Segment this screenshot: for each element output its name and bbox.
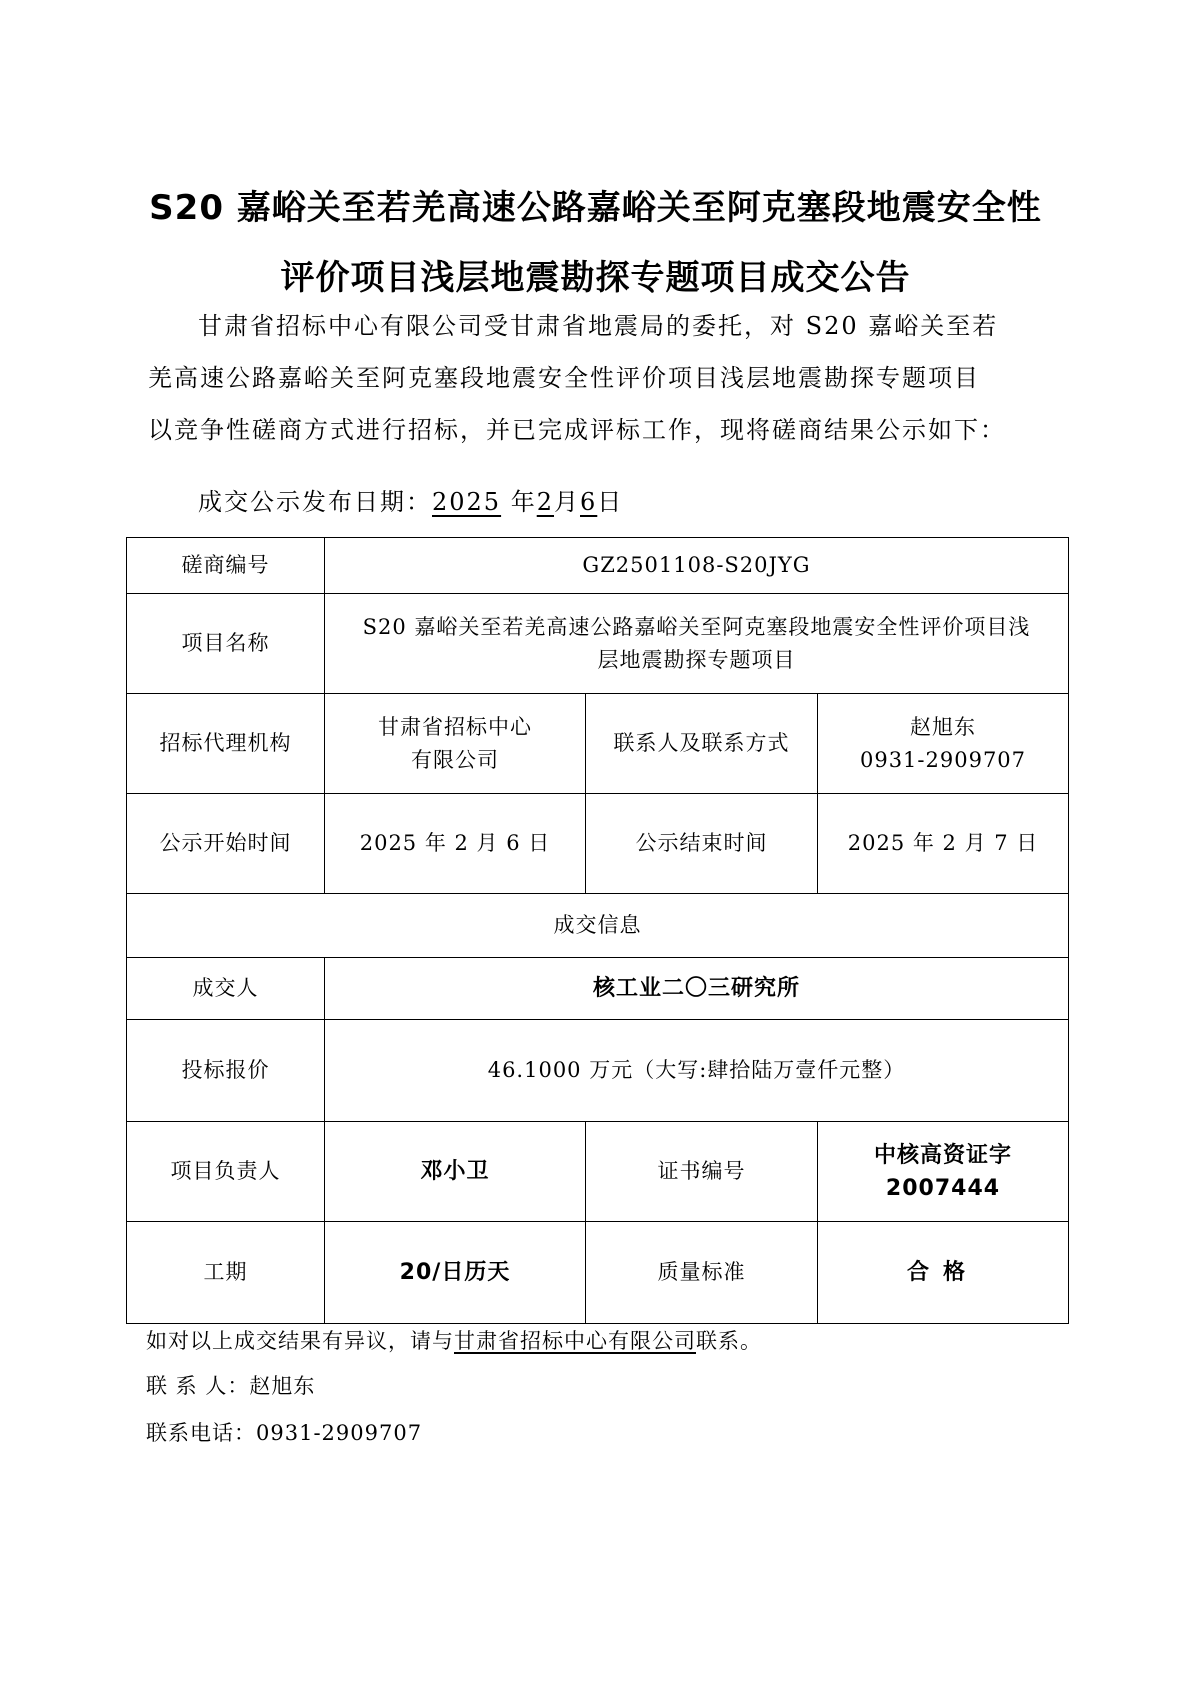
start-time-label: 公示开始时间 bbox=[127, 794, 325, 894]
contact-phone: 0931-2909707 bbox=[859, 747, 1027, 772]
table-row bbox=[127, 894, 1069, 958]
quality-value: 合格 bbox=[818, 1222, 1069, 1324]
intro-line-2: 羌高速公路嘉峪关至阿克塞段地震安全性评价项目浅层地震勘探专题项目 bbox=[148, 364, 980, 392]
quality-label: 质量标准 bbox=[586, 1222, 818, 1324]
contact-value bbox=[818, 694, 1069, 794]
table-row bbox=[127, 1122, 1069, 1222]
contact-name: 赵旭东 bbox=[910, 714, 976, 739]
publish-month-unit: 月 bbox=[554, 488, 580, 516]
table-row bbox=[127, 538, 1069, 594]
winner-label: 成交人 bbox=[127, 958, 325, 1020]
bid-label: 投标报价 bbox=[127, 1020, 325, 1122]
intro-line-3: 以竞争性磋商方式进行招标，并已完成评标工作，现将磋商结果公示如下： bbox=[148, 416, 1006, 444]
publish-date-label: 成交公示发布日期： bbox=[198, 488, 432, 516]
period-label: 工期 bbox=[127, 1222, 325, 1324]
bid-value: 46.1000 万元（大写:肆拾陆万壹仟元整） bbox=[325, 1020, 1069, 1122]
table-row bbox=[127, 1222, 1069, 1324]
publish-year-unit: 年 bbox=[510, 488, 537, 516]
contact-label: 联系人及联系方式 bbox=[586, 694, 818, 794]
footer-phone-label: 联系电话： bbox=[146, 1421, 256, 1445]
end-time-label: 公示结束时间 bbox=[586, 794, 818, 894]
project-name-value bbox=[325, 594, 1069, 694]
cert-line-2: 2007444 bbox=[885, 1175, 1001, 1201]
result-table bbox=[126, 537, 1069, 1324]
cert-line-1: 中核高资证字 bbox=[874, 1142, 1013, 1168]
project-name-line-2: 层地震勘探专题项目 bbox=[597, 647, 796, 672]
cert-label: 证书编号 bbox=[586, 1122, 818, 1222]
agency-value bbox=[325, 694, 586, 794]
publish-year: 2025 bbox=[432, 488, 502, 516]
objection-note bbox=[146, 1325, 762, 1355]
publish-date bbox=[198, 482, 623, 517]
start-time-value: 2025 年 2 月 6 日 bbox=[325, 794, 586, 894]
table-row bbox=[127, 958, 1069, 1020]
publish-month: 2 bbox=[536, 488, 554, 516]
winner-value: 核工业二〇三研究所 bbox=[325, 958, 1069, 1020]
publish-day-unit: 日 bbox=[597, 488, 624, 516]
publish-day: 6 bbox=[580, 488, 598, 516]
deal-info-heading: 成交信息 bbox=[127, 894, 1069, 958]
footer-contact-label: 联 系 人： bbox=[146, 1374, 250, 1398]
footer-contact bbox=[146, 1370, 315, 1400]
intro-line-1: 甘肃省招标中心有限公司受甘肃省地震局的委托，对 S20 嘉峪关至若 bbox=[198, 312, 999, 340]
cert-value bbox=[818, 1122, 1069, 1222]
project-name-line-1: S20 嘉峪关至若羌高速公路嘉峪关至阿克塞段地震安全性评价项目浅 bbox=[362, 614, 1031, 639]
end-time-value: 2025 年 2 月 7 日 bbox=[818, 794, 1069, 894]
table-row bbox=[127, 794, 1069, 894]
table-row bbox=[127, 694, 1069, 794]
agency-line-2: 有限公司 bbox=[411, 747, 499, 772]
footer-phone bbox=[146, 1417, 422, 1447]
objection-org: 甘肃省招标中心有限公司 bbox=[454, 1329, 696, 1353]
footer-phone-value: 0931-2909707 bbox=[256, 1421, 423, 1445]
table-row bbox=[127, 594, 1069, 694]
consult-no-label: 磋商编号 bbox=[127, 538, 325, 594]
intro-paragraph bbox=[148, 300, 1048, 456]
title-line-2: 评价项目浅层地震勘探专题项目成交公告 bbox=[280, 258, 911, 298]
table-row bbox=[127, 1020, 1069, 1122]
consult-no-value: GZ2501108-S20JYG bbox=[325, 538, 1069, 594]
title-line-1: S20 嘉峪关至若羌高速公路嘉峪关至阿克塞段地震安全性 bbox=[149, 188, 1042, 228]
agency-line-1: 甘肃省招标中心 bbox=[378, 714, 532, 739]
project-name-label: 项目名称 bbox=[127, 594, 325, 694]
period-value: 20/日历天 bbox=[325, 1222, 586, 1324]
agency-label: 招标代理机构 bbox=[127, 694, 325, 794]
objection-post: 联系。 bbox=[696, 1329, 762, 1353]
footer-contact-name: 赵旭东 bbox=[249, 1374, 316, 1398]
objection-pre: 如对以上成交结果有异议，请与 bbox=[146, 1329, 454, 1353]
manager-value: 邓小卫 bbox=[325, 1122, 586, 1222]
manager-label: 项目负责人 bbox=[127, 1122, 325, 1222]
